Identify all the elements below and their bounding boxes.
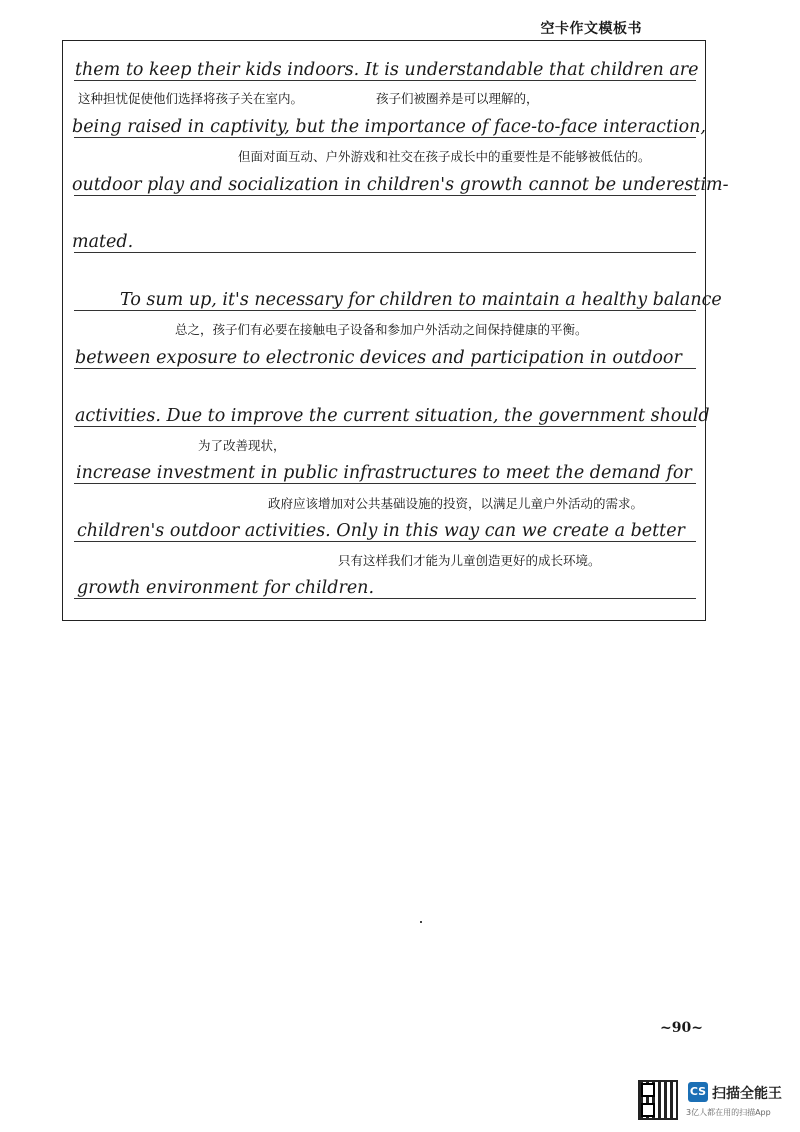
essay-line: children's outdoor activities. Only in this way can we create a better [77, 521, 685, 541]
qr-code-icon [638, 1080, 678, 1120]
scanner-brand: 扫描全能王 [712, 1086, 782, 1102]
rule-line [74, 195, 696, 196]
translation-note: 但面对面互动、户外游戏和社交在孩子成长中的重要性是不能够被低估的。 [238, 149, 651, 164]
essay-line: between exposure to electronic devices and participation in outdoor [75, 348, 682, 368]
rule-line [74, 252, 696, 253]
essay-line: activities. Due to improve the current situation, the government should [75, 406, 710, 426]
translation-note: 为了改善现状， [198, 438, 286, 453]
ink-dot [420, 921, 422, 923]
rule-line [74, 368, 696, 369]
translation-note: 总之，孩子们有必要在接触电子设备和参加户外活动之间保持健康的平衡。 [175, 322, 588, 337]
rule-line [74, 541, 696, 542]
essay-line: them to keep their kids indoors. It is understandable that children are [75, 60, 699, 80]
translation-note: 这种担忧促使他们选择将孩子关在室内。 [78, 91, 304, 106]
rule-line [74, 310, 696, 311]
camscanner-logo-icon: CS [688, 1082, 708, 1102]
essay-line: outdoor play and socialization in children's growth cannot be underestim- [72, 175, 729, 195]
essay-line: being raised in captivity, but the importance of face-to-face interaction, [72, 117, 706, 137]
essay-line: growth environment for children. [77, 578, 375, 598]
translation-note: 孩子们被圈养是可以理解的， [376, 91, 539, 106]
translation-note: 只有这样我们才能为儿童创造更好的成长环境。 [338, 553, 601, 568]
rule-line [74, 137, 696, 138]
scanner-tagline: 3亿人都在用的扫描App [686, 1108, 771, 1117]
essay-line: mated. [72, 232, 134, 252]
rule-line [74, 426, 696, 427]
essay-line: increase investment in public infrastructures to meet the demand for [76, 463, 692, 483]
page-number: ~90~ [660, 1020, 703, 1036]
essay-line: To sum up, it's necessary for children to maintain a healthy balance [120, 290, 722, 310]
rule-line [74, 483, 696, 484]
book-title: 空卡作文模板书 [540, 21, 642, 37]
rule-line [74, 598, 696, 599]
translation-note: 政府应该增加对公共基础设施的投资，以满足儿童户外活动的需求。 [268, 496, 644, 511]
rule-line [74, 80, 696, 81]
